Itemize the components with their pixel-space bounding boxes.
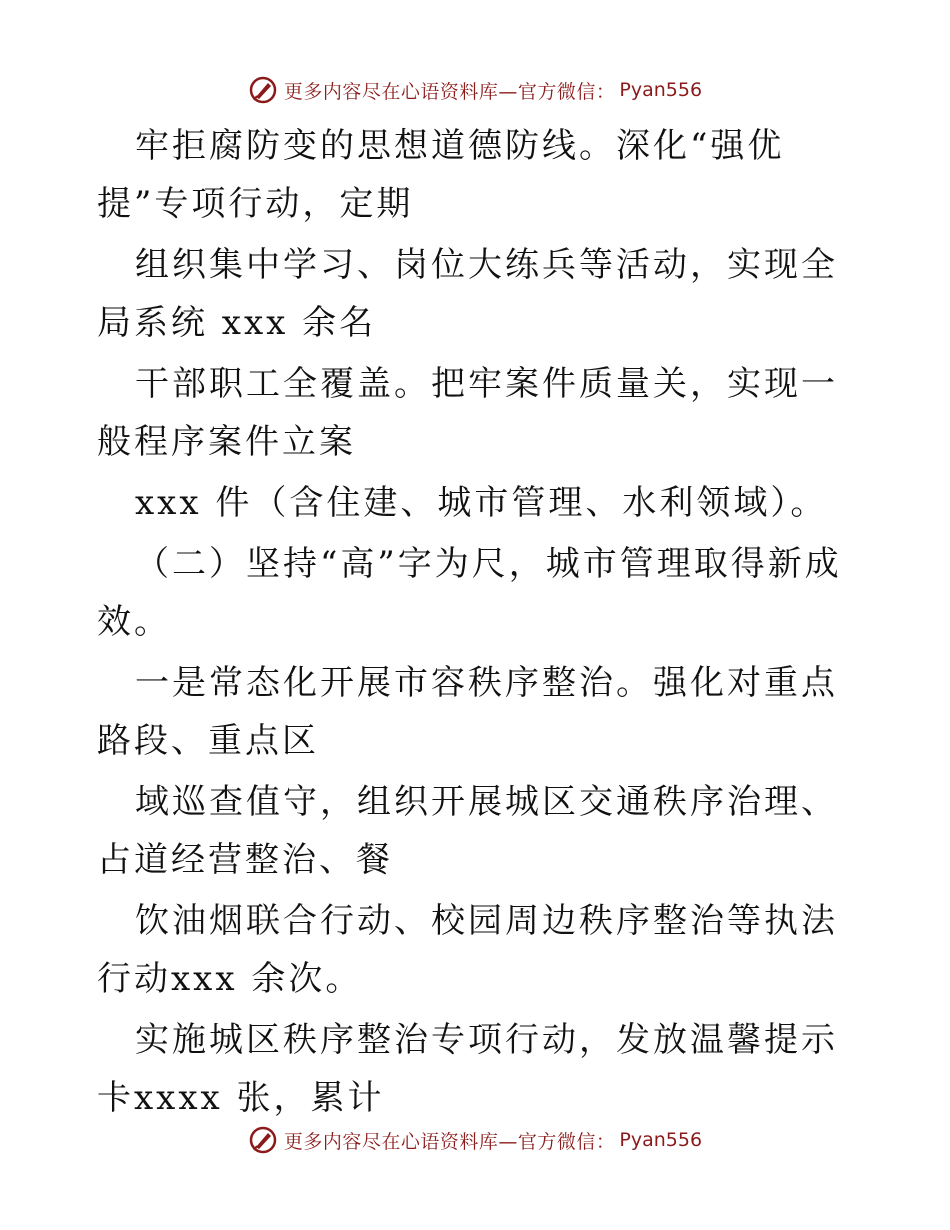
paragraph-7-line-1: 饮油烟联合行动、校园周边秩序整治等执法行动 [97, 901, 838, 999]
paragraph-1 [97, 117, 857, 233]
paragraph-7-line-2: xxx 余次。 [171, 959, 363, 999]
watermark-text: 更多内容尽在心语资料库—官方微信： [283, 1130, 616, 1153]
paragraph-7 [97, 892, 857, 1008]
section-heading-2-line-1: （二）坚持“高”字为尺，城市管理取得新成 [135, 544, 842, 584]
watermark-handle: Pyan556 [619, 79, 703, 101]
section-heading-2 [97, 535, 857, 651]
paragraph-3 [97, 355, 857, 471]
paragraph-3-line-2: 序案件立案 [171, 422, 356, 462]
header-watermark [0, 70, 950, 110]
paragraph-6-line-2: 经营整治、餐 [171, 840, 393, 880]
paragraph-5-line-2: 段、重点区 [134, 721, 319, 761]
paragraph-4-line-1: xxx 件（含住建、城市管理、水利领域）。 [135, 483, 828, 523]
watermark-text: 更多内容尽在心语资料库—官方微信： [283, 80, 616, 103]
paragraph-6-line-1: 域巡查值守，组织开展城区交通秩序治理、占道 [97, 782, 838, 880]
paragraph-3-line-1: 干部职工全覆盖。把牢案件质量关，实现一般程 [97, 364, 838, 462]
paragraph-8-line-2: xxxx 张，累计 [134, 1078, 385, 1118]
paragraph-5-line-1: 一是常态化开展市容秩序整治。强化对重点路 [97, 663, 838, 761]
document-body [97, 117, 857, 1130]
paragraph-4 [97, 474, 857, 532]
paragraph-8-line-1: 实施城区秩序整治专项行动，发放温馨提示卡 [97, 1020, 838, 1118]
paragraph-1-line-1: 牢拒腐防变的思想道德防线。深化“强优提”专 [97, 126, 785, 224]
section-heading-2-line-2: 效。 [97, 602, 171, 642]
paragraph-2-line-1: 组织集中学习、岗位大练兵等活动，实现全局系 [97, 245, 838, 343]
paragraph-8 [97, 1011, 857, 1127]
paragraph-5 [97, 654, 857, 770]
paragraph-1-line-2: 项行动，定期 [191, 184, 414, 224]
paragraph-2 [97, 236, 857, 352]
paragraph-6 [97, 773, 857, 889]
paragraph-2-line-2: 统 xxx 余名 [171, 303, 377, 343]
quill-pen-logo-icon [248, 75, 278, 105]
watermark-handle: Pyan556 [619, 1129, 703, 1151]
quill-pen-logo-icon [248, 1125, 278, 1155]
footer-watermark [0, 1120, 950, 1160]
